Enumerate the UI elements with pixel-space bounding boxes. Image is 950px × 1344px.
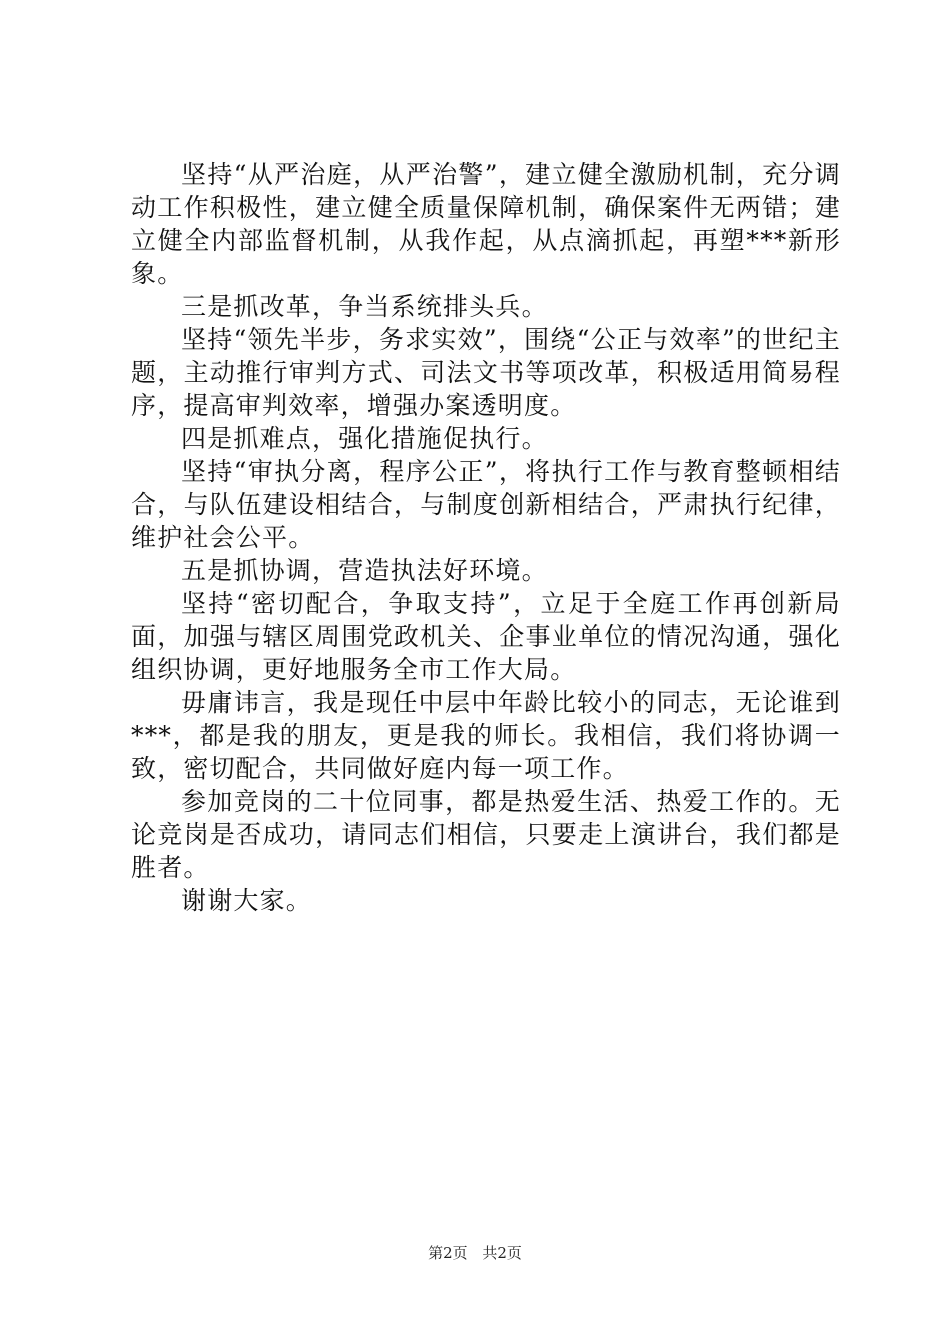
paragraph-heading-reform: 三是抓改革，争当系统排头兵。: [181, 292, 548, 321]
page-number: 第2页: [428, 1244, 468, 1262]
page-total: 共2页: [482, 1244, 522, 1262]
paragraph-strict-management: 坚持“从严治庭，从严治警”，建立健全激励机制，充分调动工作积极性，建立健全质量保障机制，确保案件无两错；建立健全内部监督机制，从我作起，从点滴抓起，再塑***新形象。: [131, 160, 841, 288]
paragraph-heading-coordination: 五是抓协调，营造执法好环境。: [181, 556, 548, 585]
paragraph-enforcement-detail: 坚持“审执分离，程序公正”，将执行工作与教育整顿相结合，与队伍建设相结合，与制度创新相结合，严肃执行纪律，维护社会公平。: [131, 457, 841, 552]
paragraph-colleagues: 参加竞岗的二十位同事，都是热爱生活、热爱工作的。无论竞岗是否成功，请同志们相信，只要走上演讲台，我们都是胜者。: [131, 787, 841, 882]
page-footer: [0, 1243, 950, 1263]
document-body: [131, 158, 841, 917]
paragraph-coordination-detail: 坚持“密切配合，争取支持”，立足于全庭工作再创新局面，加强与辖区周围党政机关、企事业单位的情况沟通，强化组织协调，更好地服务全市工作大局。: [131, 589, 841, 684]
paragraph-heading-difficulties: 四是抓难点，强化措施促执行。: [181, 424, 548, 453]
paragraph-reform-detail: 坚持“领先半步，务求实效”，围绕“公正与效率”的世纪主题，主动推行审判方式、司法文书等项改革，积极适用简易程序，提高审判效率，增强办案透明度。: [131, 325, 841, 420]
paragraph-thanks: 谢谢大家。: [181, 886, 313, 915]
paragraph-personal-statement: 毋庸讳言，我是现任中层中年龄比较小的同志，无论谁到***，都是我的朋友，更是我的师长。我相信，我们将协调一致，密切配合，共同做好庭内每一项工作。: [131, 688, 841, 783]
